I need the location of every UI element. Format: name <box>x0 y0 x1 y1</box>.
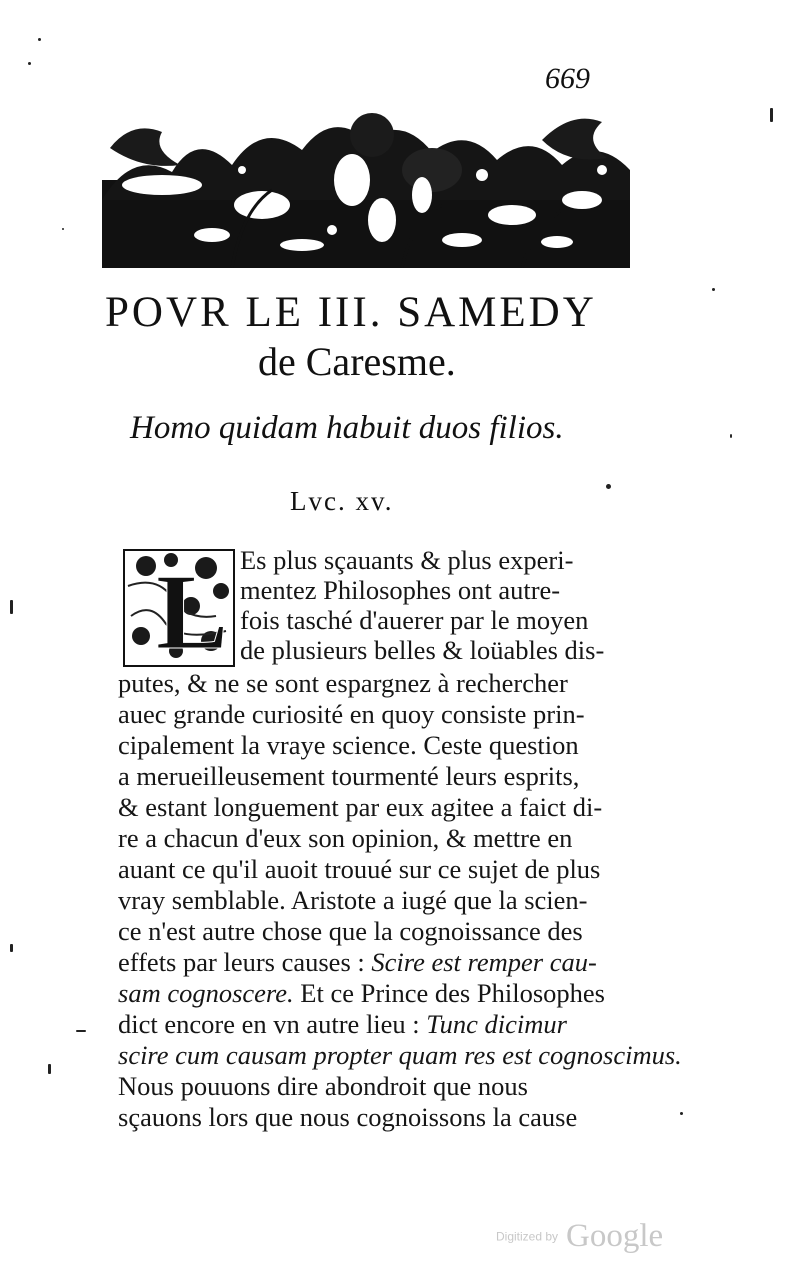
scan-speck <box>680 1112 683 1115</box>
epigraph: Homo quidam habuit duos filios. <box>130 410 564 446</box>
page-subtitle: de Caresme. <box>258 339 456 384</box>
body-line: Es plus sçauants & plus experi- <box>240 545 574 575</box>
body-line: sçauons lors que nous cognoissons la cause <box>118 1102 578 1132</box>
body-line: auant ce qu'il auoit trouué sur ce sujet de plus <box>118 854 601 884</box>
body-line: ce n'est autre chose que la cognoissance des <box>118 916 583 946</box>
body-line: Nous pouuons dire abondroit que nous <box>118 1071 528 1101</box>
page-title: POVR LE III. SAMEDY <box>105 289 597 336</box>
body-line: a merueilleusement tourmenté leurs esprits, <box>118 761 580 791</box>
decorated-drop-cap <box>116 546 236 668</box>
latin-quote: Tunc dicimur <box>426 1009 567 1039</box>
watermark-prefix: Digitized by <box>496 1229 559 1244</box>
scan-speck <box>76 1030 86 1032</box>
body-line: de plusieurs belles & loüables dis- <box>240 635 605 665</box>
latin-quote: Scire est remper cau- <box>371 947 597 977</box>
scan-speck <box>38 38 41 41</box>
body-line <box>118 978 605 1008</box>
scan-speck <box>28 62 31 65</box>
body-line: fois tasché d'auerer par le moyen <box>240 605 589 635</box>
digitized-by-google-watermark <box>496 1218 663 1255</box>
ornamental-headpiece <box>102 110 630 268</box>
latin-quote: scire cum causam propter quam res est cognoscimus. <box>118 1040 682 1070</box>
body-line: & estant longuement par eux agitee a faict di- <box>118 792 603 822</box>
body-line: vray semblable. Aristote a iugé que la scien- <box>118 885 588 915</box>
google-logo: Google <box>566 1218 664 1254</box>
scripture-reference: Lvc. xv. <box>290 486 394 516</box>
body-line <box>118 1040 682 1070</box>
scan-speck <box>606 484 611 489</box>
scan-speck <box>48 1064 51 1074</box>
body-line: cipalement la vraye science. Ceste question <box>118 730 579 760</box>
body-line: mentez Philosophes ont autre- <box>240 575 561 605</box>
latin-quote: sam cognoscere. <box>118 978 294 1008</box>
svg-text:L: L <box>156 553 229 668</box>
page-number: 669 <box>545 62 590 95</box>
scan-speck <box>62 228 64 230</box>
scan-speck <box>10 600 13 614</box>
scan-speck <box>770 108 773 122</box>
scan-speck <box>10 944 13 952</box>
body-text: effets par leurs causes : <box>118 947 365 977</box>
body-line <box>118 947 597 977</box>
scan-speck <box>730 434 732 438</box>
body-line <box>118 1009 567 1039</box>
body-line: re a chacun d'eux son opinion, & mettre en <box>118 823 573 853</box>
body-text: dict encore en vn autre lieu : <box>118 1009 420 1039</box>
body-text: Et ce Prince des Philosophes <box>300 978 605 1008</box>
drop-cap-ornament-icon <box>116 546 236 668</box>
scan-speck <box>712 288 715 291</box>
body-line: auec grande curiosité en quoy consiste prin- <box>118 699 585 729</box>
body-line: putes, & ne se sont espargnez à rechercher <box>118 668 568 698</box>
